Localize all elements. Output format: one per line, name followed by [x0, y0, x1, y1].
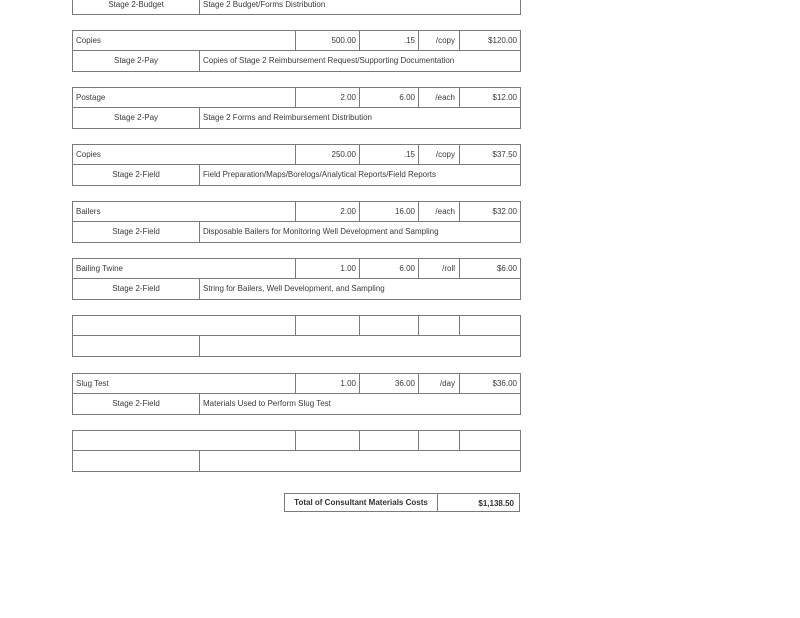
unit-cell: /each	[418, 202, 459, 221]
unit-cell: /each	[418, 88, 459, 107]
rate-cell: 6.00	[359, 259, 418, 278]
quantity-cell: 2.00	[295, 88, 359, 107]
item-name-cell	[73, 316, 295, 335]
table-row-cost	[72, 201, 521, 222]
line-item-4	[72, 258, 521, 300]
table-row-cost	[72, 30, 521, 51]
table-row-cost	[72, 315, 521, 336]
stage-cell	[73, 336, 199, 356]
rate-cell: 16.00	[359, 202, 418, 221]
table-row-detail	[72, 394, 521, 415]
stage-cell: Stage 2-Pay	[113, 56, 159, 65]
description-cell	[199, 336, 520, 356]
quantity-cell: 250.00	[295, 145, 359, 164]
description-cell: String for Bailers, Well Development, and Sampling	[199, 279, 520, 299]
quantity-cell	[295, 431, 359, 450]
line-total-cell: $32.00	[459, 202, 520, 221]
rate-cell: 6.00	[359, 88, 418, 107]
rate-cell: .15	[359, 145, 418, 164]
table-row-detail	[72, 51, 521, 72]
rate-cell	[359, 316, 418, 335]
quantity-cell: 500.00	[295, 31, 359, 50]
table-row-cost	[72, 144, 521, 165]
quantity-cell: 1.00	[295, 374, 359, 393]
table-row-detail	[72, 451, 521, 472]
item-name-cell: Bailing Twine	[76, 264, 123, 273]
line-item-0	[72, 30, 521, 72]
description-cell: Field Preparation/Maps/Borelogs/Analytical Reports/Field Reports	[199, 165, 520, 185]
stage-cell: Stage 2-Pay	[113, 113, 159, 122]
item-name-cell: Copies	[76, 36, 101, 45]
stage-cell: Stage 2-Field	[112, 227, 160, 236]
stage-cell: Stage 2-Budget	[108, 0, 164, 9]
grand-total-value: $1,138.50	[437, 494, 519, 511]
grand-total-label: Total of Consultant Materials Costs	[294, 498, 428, 507]
line-total-cell	[459, 316, 520, 335]
table-row-cost	[72, 430, 521, 451]
line-item-5	[72, 315, 521, 357]
line-total-cell: $36.00	[459, 374, 520, 393]
grand-total-box	[284, 493, 520, 512]
item-name-cell: Slug Test	[76, 379, 109, 388]
stage-cell: Stage 2-Field	[112, 399, 160, 408]
line-total-cell: $37.50	[459, 145, 520, 164]
line-item-6	[72, 373, 521, 415]
stage-cell: Stage 2-Field	[112, 284, 160, 293]
line-item-7	[72, 430, 521, 472]
table-row-detail	[72, 279, 521, 300]
description-cell	[199, 451, 520, 471]
unit-cell: /copy	[418, 145, 459, 164]
description-cell: Stage 2 Budget/Forms Distribution	[199, 0, 520, 14]
rate-cell: .15	[359, 31, 418, 50]
item-name-cell: Postage	[76, 93, 106, 102]
description-cell: Stage 2 Forms and Reimbursement Distribution	[199, 108, 520, 128]
line-item-1	[72, 87, 521, 129]
quantity-cell	[295, 316, 359, 335]
rate-cell	[359, 431, 418, 450]
unit-cell: /day	[418, 374, 459, 393]
table-row-cost	[72, 258, 521, 279]
stage-cell: Stage 2-Field	[112, 170, 160, 179]
quantity-cell: 2.00	[295, 202, 359, 221]
table-row-detail	[72, 165, 521, 186]
line-total-cell: $6.00	[459, 259, 520, 278]
unit-cell	[418, 431, 459, 450]
item-name-cell: Bailers	[76, 207, 101, 216]
item-name-cell	[73, 431, 295, 450]
quantity-cell: 1.00	[295, 259, 359, 278]
description-cell: Disposable Bailers for Monitoring Well Development and Sampling	[199, 222, 520, 242]
line-total-cell	[459, 431, 520, 450]
table-row-detail	[72, 108, 521, 129]
line-item-2	[72, 144, 521, 186]
stage-cell	[73, 451, 199, 471]
line-item-3	[72, 201, 521, 243]
line-total-cell: $120.00	[459, 31, 520, 50]
unit-cell	[418, 316, 459, 335]
rate-cell: 36.00	[359, 374, 418, 393]
table-row-detail	[72, 336, 521, 357]
description-cell: Copies of Stage 2 Reimbursement Request/Supporting Documentation	[199, 51, 520, 71]
unit-cell: /copy	[418, 31, 459, 50]
description-cell: Materials Used to Perform Slug Test	[199, 394, 520, 414]
unit-cell: /roll	[418, 259, 459, 278]
item-name-cell: Copies	[76, 150, 101, 159]
table-row-detail	[72, 222, 521, 243]
table-row-cost	[72, 373, 521, 394]
top-fragment-group	[72, 0, 521, 15]
line-total-cell: $12.00	[459, 88, 520, 107]
table-row-detail	[72, 0, 521, 15]
table-row-cost	[72, 87, 521, 108]
